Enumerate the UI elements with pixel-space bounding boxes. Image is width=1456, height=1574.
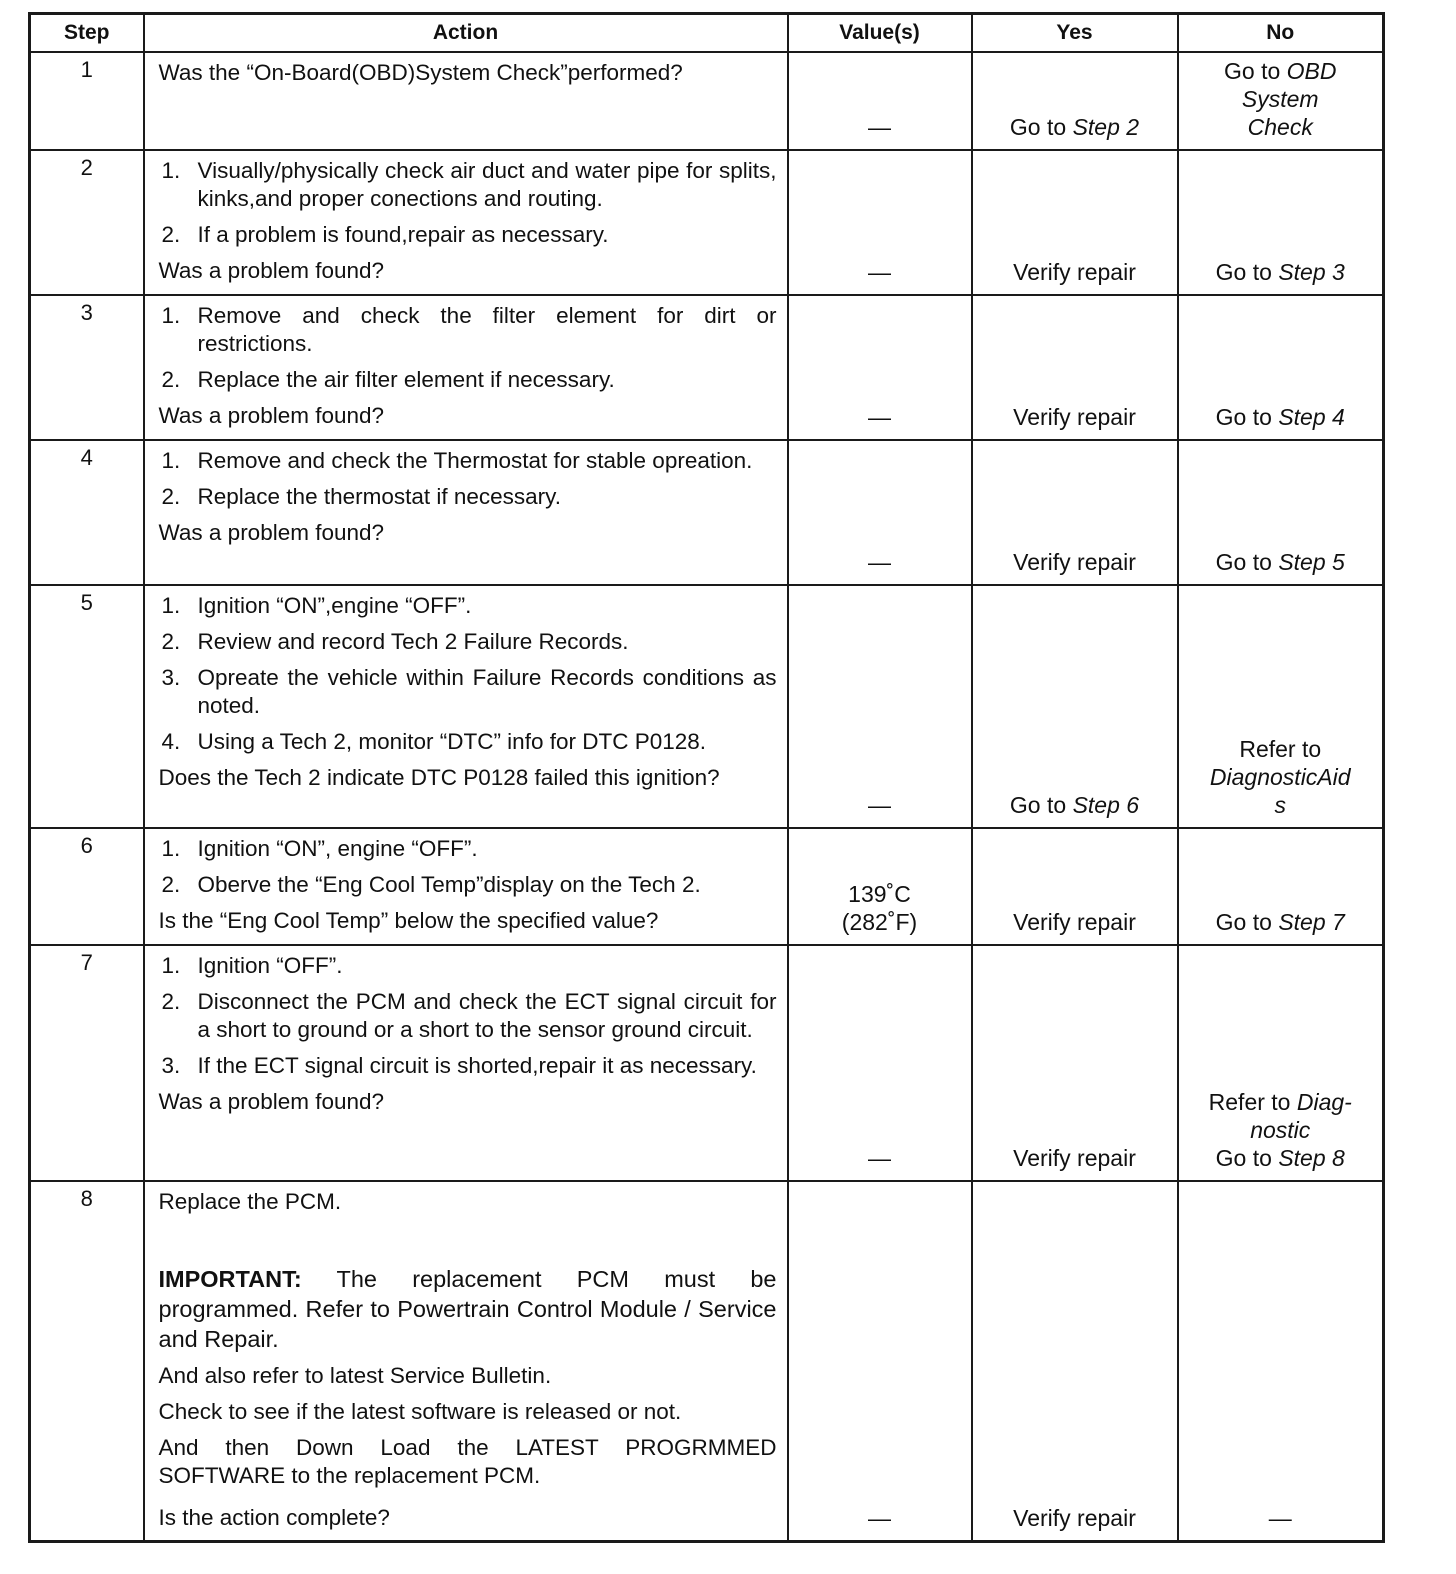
step-number: 4 (30, 440, 144, 585)
no-ref-link[interactable]: DiagnosticAid (1209, 764, 1351, 790)
no-prefix: Go to (1224, 58, 1281, 84)
table-row (30, 295, 1384, 440)
header-yes: Yes (972, 14, 1178, 53)
action-item: 2. Replace the air filter element if necessary. (161, 367, 615, 392)
action-item: 4. Using a Tech 2, monitor “DTC” info for DTC P0128. (161, 729, 707, 754)
table-row (30, 945, 1384, 1181)
action-item: 1. Ignition “ON”, engine “OFF”. (161, 836, 478, 861)
action-cell (144, 945, 788, 1181)
yes-step-link[interactable]: Step 2 (1072, 114, 1140, 140)
value-cell: — (788, 1181, 972, 1542)
action-item: 1. Remove and check the Thermostat for stable opreation. (161, 448, 753, 473)
no-cell: Go to Step 7 (1178, 828, 1384, 945)
action-cell (144, 52, 788, 150)
table-row (30, 440, 1384, 585)
action-question: Was a problem found? (158, 520, 385, 545)
action-item: 3. If the ECT signal circuit is shorted,repair it as necessary. (161, 1053, 757, 1078)
action-cell (144, 440, 788, 585)
action-text: Replace the PCM. (158, 1189, 342, 1214)
header-no: No (1178, 14, 1384, 53)
header-step: Step (30, 14, 144, 53)
no-cell: — (1178, 1181, 1384, 1542)
step-number: 5 (30, 585, 144, 828)
table-row (30, 150, 1384, 295)
action-question: Was a problem found? (158, 258, 385, 283)
action-question: Is the “Eng Cool Temp” below the specified value? (158, 908, 659, 933)
action-item: 1. Ignition “OFF”. (161, 953, 343, 978)
yes-cell (972, 52, 1178, 150)
value-cell: — (788, 945, 972, 1181)
action-item: 2. Replace the thermostat if necessary. (161, 484, 562, 509)
no-cell: Go to Step 4 (1178, 295, 1384, 440)
action-question: Was a problem found? (158, 403, 385, 428)
no-cell: Refer to DiagnosticAid s (1178, 585, 1384, 828)
yes-cell: Verify repair (972, 1181, 1178, 1542)
value-cell (788, 828, 972, 945)
value-cell: — (788, 440, 972, 585)
step-number: 3 (30, 295, 144, 440)
no-ref-link[interactable]: OBD (1286, 58, 1337, 84)
table-row (30, 585, 1384, 828)
diagnostic-table (28, 12, 1385, 1543)
yes-step-link[interactable]: Step 6 (1072, 792, 1140, 818)
action-item: 1. Visually/physically check air duct and water pipe for splits, kinks,and proper conections and routing. (161, 158, 777, 211)
no-step-link[interactable]: Step 8 (1278, 1145, 1345, 1171)
action-item: 2. Review and record Tech 2 Failure Records. (161, 629, 629, 654)
no-step-link[interactable]: Step 4 (1278, 404, 1345, 430)
action-question: Is the action complete? (158, 1505, 390, 1530)
action-question: Was the “On-Board(OBD)System Check”performed? (158, 60, 683, 85)
action-cell (144, 828, 788, 945)
no-ref-link[interactable]: System (1241, 86, 1319, 112)
value-cell: — (788, 52, 972, 150)
no-ref-link[interactable]: s (1274, 792, 1286, 818)
value-cell: — (788, 585, 972, 828)
no-cell (1178, 52, 1384, 150)
action-item: 1. Ignition “ON”,engine “OFF”. (161, 593, 472, 618)
action-item: 2. Oberve the “Eng Cool Temp”display on the Tech 2. (161, 872, 701, 897)
no-ref-link[interactable]: nostic (1250, 1117, 1311, 1143)
value-celsius: 139˚C (848, 881, 911, 907)
action-question: Does the Tech 2 indicate DTC P0128 failed this ignition? (158, 765, 720, 790)
action-cell (144, 585, 788, 828)
value-fahrenheit: (282˚F) (841, 909, 918, 935)
no-cell: Refer to Diag- nostic Go to Step 8 (1178, 945, 1384, 1181)
yes-cell: Verify repair (972, 295, 1178, 440)
yes-cell: Verify repair (972, 150, 1178, 295)
action-cell (144, 295, 788, 440)
important-label: IMPORTANT: (158, 1266, 302, 1292)
action-text: And also refer to latest Service Bulletin. (158, 1363, 552, 1388)
action-cell (144, 1181, 788, 1542)
header-action: Action (144, 14, 788, 53)
step-number: 2 (30, 150, 144, 295)
yes-cell: Verify repair (972, 945, 1178, 1181)
action-question: Was a problem found? (158, 1089, 385, 1114)
step-number: 1 (30, 52, 144, 150)
action-item: 1. Remove and check the filter element for dirt or restrictions. (161, 303, 777, 356)
step-number: 7 (30, 945, 144, 1181)
table-row (30, 1181, 1384, 1542)
no-ref-link[interactable]: Diag- (1296, 1089, 1352, 1115)
action-item: 2. If a problem is found,repair as necessary. (161, 222, 609, 247)
important-note (159, 1264, 777, 1354)
action-item: 3. Opreate the vehicle within Failure Records conditions as noted. (161, 665, 777, 718)
no-cell: Go to Step 3 (1178, 150, 1384, 295)
no-step-link[interactable]: Step 5 (1278, 549, 1345, 575)
action-text: And then Down Load the LATEST PROGRMMED SOFTWARE to the replacement PCM. (158, 1435, 777, 1488)
step-number: 6 (30, 828, 144, 945)
step-number: 8 (30, 1181, 144, 1542)
no-cell: Go to Step 5 (1178, 440, 1384, 585)
no-ref-link[interactable]: Check (1247, 114, 1313, 140)
table-row (30, 52, 1384, 150)
action-item: 2. Disconnect the PCM and check the ECT signal circuit for a short to ground or a short to the sensor ground circuit. (161, 989, 777, 1042)
action-cell (144, 150, 788, 295)
important-text: The replacement PCM must be programmed. Refer to Powertrain Control Module / Service and Repair. (158, 1266, 777, 1352)
yes-cell: Go to Step 6 (972, 585, 1178, 828)
yes-prefix: Go to (1009, 114, 1067, 140)
header-row (30, 14, 1384, 53)
no-step-link[interactable]: Step 7 (1278, 909, 1345, 935)
yes-cell: Verify repair (972, 440, 1178, 585)
yes-cell: Verify repair (972, 828, 1178, 945)
no-step-link[interactable]: Step 3 (1278, 259, 1345, 285)
value-cell: — (788, 150, 972, 295)
table-row (30, 828, 1384, 945)
action-text: Check to see if the latest software is released or not. (158, 1399, 682, 1424)
header-values: Value(s) (788, 14, 972, 53)
value-cell: — (788, 295, 972, 440)
